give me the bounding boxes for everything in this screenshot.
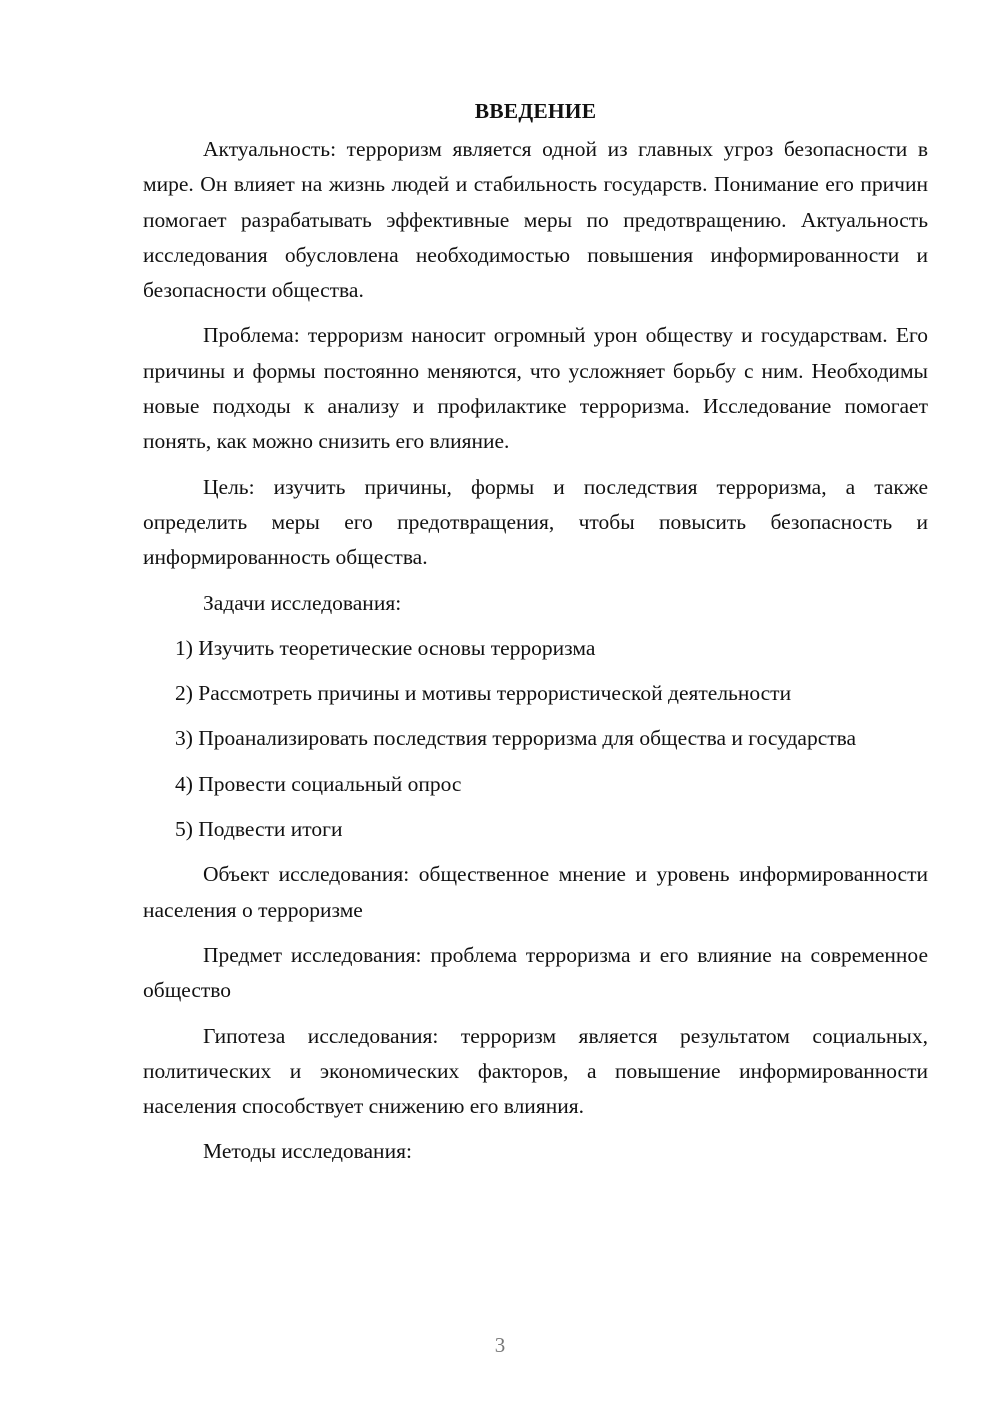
task-item-1: 1) Изучить теоретические основы терроризма — [175, 635, 596, 660]
page-title: ВВЕДЕНИЕ — [474, 99, 597, 123]
task-item-3: 3) Проанализировать последствия терроризма для общества и государства — [175, 726, 857, 751]
task-item-2: 2) Рассмотреть причины и мотивы террористической деятельности — [175, 681, 792, 706]
tasks-heading: Задачи исследования: — [203, 590, 402, 615]
task-item-5: 5) Подвести итоги — [175, 817, 343, 842]
relevance-paragraph: Актуальность: терроризм является одной из главных угроз безопасности в мире. Он влияет на жизнь людей и стабильность государств. Понимание его причин помогает разрабатывать эффективные меры по предотвращению. Актуальность исследования обусловлена необходимостью повышения информированности и безопасности общества. — [143, 137, 928, 303]
page-number: 3 — [494, 1333, 506, 1357]
methods-heading: Методы исследования: — [203, 1139, 412, 1164]
hypothesis-paragraph: Гипотеза исследования: терроризм является результатом социальных, политических и экономических факторов, а повышение информированности населения способствует снижению его влияния. — [143, 1023, 928, 1119]
object-paragraph: Объект исследования: общественное мнение и уровень информированности населения о терроризме — [143, 862, 928, 922]
problem-paragraph: Проблема: терроризм наносит огромный урон обществу и государствам. Его причины и формы постоянно меняются, что усложняет борьбу с ним. Необходимы новые подходы к анализу и профилактике терроризма. Исследование помогает понять, как можно снизить его влияние. — [143, 323, 928, 454]
subject-paragraph: Предмет исследования: проблема терроризма и его влияние на современное общество — [143, 942, 928, 1003]
page-content — [143, 96, 928, 1170]
goal-paragraph: Цель: изучить причины, формы и последствия терроризма, а также определить меры его предотвращения, чтобы повысить безопасность и информированность общества. — [143, 474, 928, 570]
task-item-4: 4) Провести социальный опрос — [175, 771, 462, 796]
